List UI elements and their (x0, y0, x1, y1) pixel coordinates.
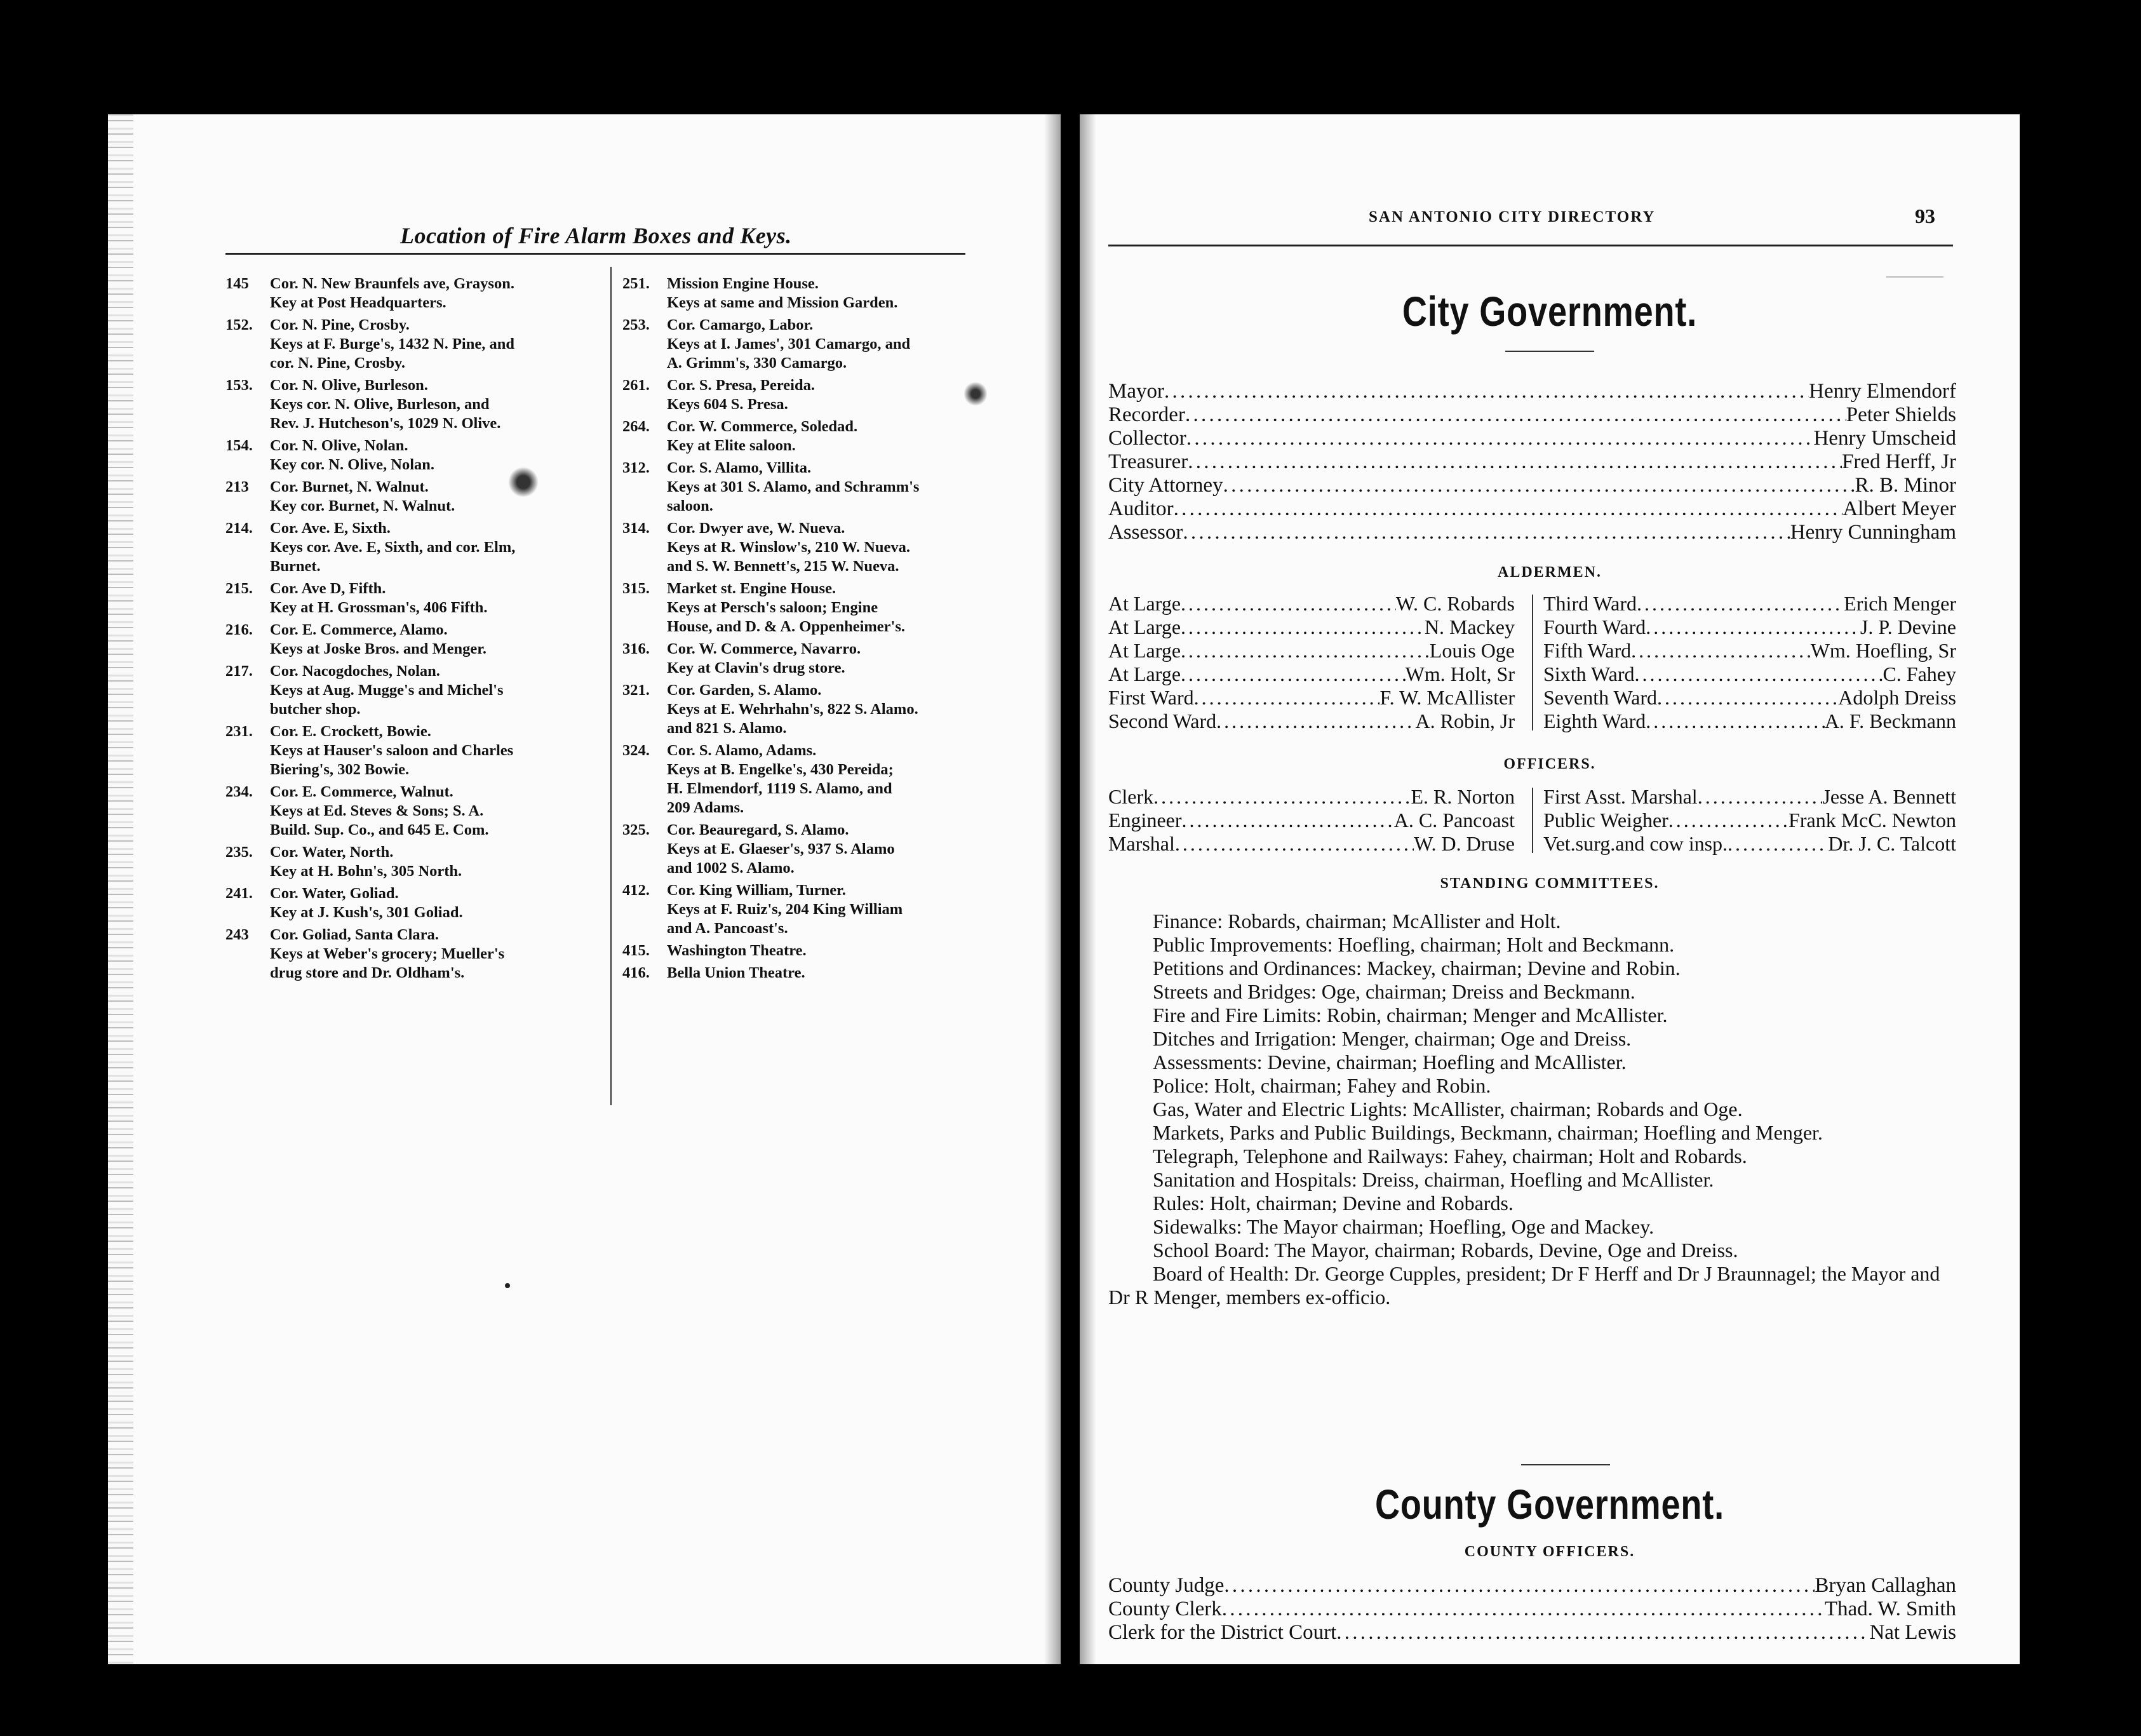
dot-leader (1186, 427, 1814, 450)
officer-name: Henry Umscheid (1813, 427, 1956, 450)
key-location: Key cor. N. Olive, Nolan. (270, 456, 435, 473)
officer-title: Eighth Ward (1543, 710, 1646, 732)
officer-name: N. Mackey (1424, 616, 1515, 638)
box-location: Cor. Burnet, N. Walnut. (270, 478, 429, 495)
committee-entry: Assessments: Devine, chairman; Hoefling and McAllister. (1153, 1051, 1627, 1073)
officer-name: Nat Lewis (1869, 1621, 1956, 1644)
officer-name: Dr. J. C. Talcott (1828, 832, 1956, 855)
officer-name: C. Fahey (1883, 663, 1956, 685)
committee-entry: Ditches and Irrigation: Menger, chairman; Oge and Dreiss. (1153, 1027, 1632, 1050)
box-location: Cor. N. Olive, Burleson. (270, 377, 428, 394)
dot-leader (1194, 686, 1380, 710)
officer-name: Fred Herff, Jr (1842, 450, 1956, 473)
officer-row (1108, 592, 1515, 616)
key-location: cor. N. Pine, Crosby. (270, 354, 406, 372)
key-location: Key at Clavin's drug store. (667, 659, 845, 676)
alarm-box-number: 264. (622, 418, 650, 435)
key-location: saloon. (667, 497, 713, 515)
alarm-box-number: 231. (225, 723, 253, 740)
alarm-box-number: 235. (225, 844, 253, 861)
right-page (1080, 114, 2020, 1664)
officers-left-column (1108, 785, 1515, 856)
key-location: Rev. J. Hutcheson's, 1029 N. Olive. (270, 415, 501, 432)
officer-title: Marshal (1108, 832, 1175, 855)
alarm-box-number: 316. (622, 640, 650, 657)
officer-title: Clerk (1108, 785, 1154, 808)
committee-entry: Rules: Holt, chairman; Devine and Robards. (1153, 1192, 1513, 1215)
officer-name: J. P. Devine (1860, 616, 1956, 638)
alarm-box-entry (622, 579, 997, 636)
alarm-box-number: 325. (622, 821, 650, 838)
key-location: Keys at F. Burge's, 1432 N. Pine, and (270, 335, 514, 353)
officer-title: Assessor (1108, 521, 1183, 544)
alarm-box-number: 312. (622, 459, 650, 476)
officer-row (1108, 450, 1956, 474)
officer-row (1108, 639, 1515, 663)
alarm-box-entry (225, 621, 587, 659)
dot-leader (1223, 474, 1855, 497)
officer-title: Recorder (1108, 403, 1185, 426)
alarm-box-entry (225, 884, 587, 922)
alarm-box-entry (225, 316, 587, 373)
alarm-box-number: 315. (622, 580, 650, 597)
box-location: Cor. Water, North. (270, 844, 394, 861)
officer-name: A. F. Beckmann (1824, 710, 1956, 732)
box-location: Cor. E. Commerce, Walnut. (270, 783, 453, 800)
officer-title: Sixth Ward (1543, 663, 1635, 685)
officer-name: A. C. Pancoast (1393, 809, 1515, 831)
officers-table (1108, 785, 1956, 856)
key-location: Keys at R. Winslow's, 210 W. Nueva. (667, 539, 910, 556)
officer-row (1108, 1621, 1956, 1645)
key-location: Key at H. Bohn's, 305 North. (270, 863, 462, 880)
city-government-title: City Government. (1402, 288, 1698, 335)
alarm-box-number: 217. (225, 663, 253, 680)
alarm-box-number: 214. (225, 520, 253, 537)
alarm-box-number: 261. (622, 377, 650, 394)
dot-leader (1646, 710, 1825, 733)
box-location: Cor. Dwyer ave, W. Nueva. (667, 520, 845, 537)
committee-entry: School Board: The Mayor, chairman; Robards, Devine, Oge and Dreiss. (1153, 1239, 1738, 1262)
officer-title: Vet.surg.and cow insp. (1543, 832, 1728, 855)
officer-name: Wm. Holt, Sr (1405, 663, 1515, 685)
dot-leader (1224, 1574, 1815, 1598)
dot-leader (1698, 785, 1823, 809)
officers-right-column (1543, 785, 1956, 856)
box-location: Cor. N. Pine, Crosby. (270, 316, 410, 333)
page-number: 93 (1915, 205, 1935, 227)
key-location: Keys 604 S. Presa. (667, 396, 788, 413)
key-location: Key cor. Burnet, N. Walnut. (270, 497, 455, 515)
officer-title: At Large (1108, 616, 1181, 638)
officer-title: Second Ward (1108, 710, 1217, 732)
key-location: Keys at Ed. Steves & Sons; S. A. (270, 802, 484, 819)
officer-title: Public Weigher (1543, 809, 1668, 831)
alarm-box-number: 415. (622, 942, 650, 959)
officer-row (1543, 710, 1956, 733)
alarm-box-number: 321. (622, 682, 650, 699)
alarm-box-entry (622, 417, 997, 455)
officer-row (1543, 785, 1956, 809)
officer-name: Wm. Hoefling, Sr (1810, 639, 1956, 662)
officer-title: Fourth Ward (1543, 616, 1646, 638)
key-location: H. Elmendorf, 1119 S. Alamo, and (667, 780, 892, 797)
box-location: Cor. W. Commerce, Navarro. (667, 640, 861, 657)
box-location: Cor. King William, Turner. (667, 882, 846, 899)
running-head: Location of Fire Alarm Boxes and Keys. (400, 223, 792, 248)
box-location: Cor. S. Presa, Pereida. (667, 377, 815, 394)
alarm-box-entry (225, 925, 587, 983)
key-location: drug store and Dr. Oldham's. (270, 964, 465, 981)
dot-leader (1646, 616, 1860, 639)
officer-title: Fifth Ward (1543, 639, 1632, 662)
officer-row (1108, 663, 1515, 686)
dot-leader (1181, 663, 1406, 686)
officer-title: Engineer (1108, 809, 1182, 831)
dot-leader (1216, 710, 1415, 733)
officer-row (1108, 521, 1956, 544)
alarm-box-entry (622, 376, 997, 414)
key-location: and A. Pancoast's. (667, 920, 788, 937)
committee-entry: Petitions and Ordinances: Mackey, chairman; Devine and Robin. (1153, 957, 1681, 979)
key-location: Keys at Weber's grocery; Mueller's (270, 945, 505, 962)
officer-row (1108, 380, 1956, 403)
officer-row (1543, 686, 1956, 710)
box-location: Mission Engine House. (667, 275, 819, 292)
committee-entry: Fire and Fire Limits: Robin, chairman; Menger and McAllister. (1153, 1004, 1668, 1026)
alarm-box-number: 324. (622, 742, 650, 759)
key-location: Keys cor. Ave. E, Sixth, and cor. Elm, (270, 539, 516, 556)
alarm-box-entry (622, 881, 997, 938)
officer-row (1108, 686, 1515, 710)
alarm-box-number: 416. (622, 964, 650, 981)
officer-name: Adolph Dreiss (1838, 686, 1956, 709)
box-location: Cor. S. Alamo, Adams. (667, 742, 817, 759)
committee-entry: Sanitation and Hospitals: Dreiss, chairman, Hoefling and McAllister. (1153, 1168, 1714, 1191)
aldermen-left-column (1108, 592, 1515, 733)
box-location: Bella Union Theatre. (667, 964, 805, 981)
committee-entry: Markets, Parks and Public Buildings, Beckmann, chairman; Hoefling and Menger. (1153, 1121, 1823, 1144)
alarm-box-entry (622, 274, 997, 313)
aldermen-table (1108, 592, 1956, 733)
alarm-box-number: 154. (225, 437, 253, 454)
box-location: Cor. Beauregard, S. Alamo. (667, 821, 849, 838)
section-rule (1521, 1464, 1610, 1465)
officer-row (1108, 403, 1956, 427)
key-location: Keys at same and Mission Garden. (667, 294, 898, 311)
box-location: Cor. S. Alamo, Villita. (667, 459, 812, 476)
officer-row (1543, 639, 1956, 663)
aldermen-heading: ALDERMEN. (1497, 564, 1602, 581)
aldermen-right-column (1543, 592, 1956, 733)
key-location: and 821 S. Alamo. (667, 720, 787, 737)
officer-row (1108, 832, 1515, 856)
officer-row (1108, 616, 1515, 639)
officer-name: Henry Cunningham (1790, 521, 1956, 544)
officer-title: Third Ward (1543, 592, 1637, 615)
alarm-box-entry (225, 722, 587, 779)
alarm-box-number: 216. (225, 621, 253, 638)
box-location: Cor. Ave. E, Sixth. (270, 520, 391, 537)
officer-title: Mayor (1108, 380, 1164, 403)
committee-entry: Streets and Bridges: Oge, chairman; Dreiss and Beckmann. (1153, 980, 1635, 1003)
key-location: Keys at Hauser's saloon and Charles (270, 742, 514, 759)
key-location: Keys at I. James', 301 Camargo, and (667, 335, 911, 353)
dot-leader (1668, 809, 1789, 832)
officer-name: F. W. McAllister (1379, 686, 1515, 709)
alarm-box-number: 152. (225, 316, 253, 333)
officer-name: Frank McC. Newton (1789, 809, 1956, 831)
officer-row (1108, 1574, 1956, 1598)
key-location: Keys at Joske Bros. and Menger. (270, 640, 487, 657)
key-location: Keys at F. Ruiz's, 204 King William (667, 901, 903, 918)
officer-title: County Clerk (1108, 1598, 1222, 1620)
key-location: Keys at B. Engelke's, 430 Pereida; (667, 761, 894, 778)
scan-edge (108, 114, 133, 1664)
alarm-box-number: 153. (225, 377, 253, 394)
box-location: Cor. N. New Braunfels ave, Grayson. (270, 275, 514, 292)
box-location: Cor. Garden, S. Alamo. (667, 682, 822, 699)
committee-entry: Telegraph, Telephone and Railways: Fahey, chairman; Holt and Robards. (1153, 1145, 1747, 1167)
committee-entry: Public Improvements: Hoefling, chairman; Holt and Beckmann. (1153, 933, 1675, 956)
officer-name: Louis Oge (1429, 639, 1515, 662)
alarm-box-number: 145 (225, 275, 249, 292)
alarm-box-entry (225, 662, 587, 719)
key-location: Key at Elite saloon. (667, 437, 796, 454)
committee-entry: Gas, Water and Electric Lights: McAllister, chairman; Robards and Oge. (1153, 1098, 1743, 1120)
officer-title: Treasurer (1108, 450, 1188, 473)
key-location: butcher shop. (270, 701, 361, 718)
ink-speck (505, 1283, 510, 1288)
alarm-box-entry (622, 519, 997, 576)
key-location: Burnet. (270, 558, 321, 575)
column-divider (610, 267, 612, 1105)
key-location: and S. W. Bennett's, 215 W. Nueva. (667, 558, 899, 575)
officer-title: First Ward (1108, 686, 1194, 709)
officer-row (1543, 616, 1956, 639)
officer-name: Erich Menger (1844, 592, 1956, 615)
dot-leader (1174, 497, 1843, 521)
key-location: Key at H. Grossman's, 406 Fifth. (270, 599, 488, 616)
dot-leader (1181, 639, 1430, 663)
box-location: Cor. Water, Goliad. (270, 885, 399, 902)
alarm-box-entry (622, 741, 997, 818)
key-location: Keys at Persch's saloon; Engine (667, 599, 878, 616)
key-location: and 1002 S. Alamo. (667, 859, 795, 877)
alarm-box-number: 314. (622, 520, 650, 537)
box-location: Cor. Nacogdoches, Nolan. (270, 663, 440, 680)
box-location: Cor. N. Olive, Nolan. (270, 437, 408, 454)
committee-entry: Sidewalks: The Mayor chairman; Hoefling, Oge and Mackey. (1153, 1215, 1654, 1238)
key-location: A. Grimm's, 330 Camargo. (667, 354, 847, 372)
committee-entry: Finance: Robards, chairman; McAllister and Holt. (1153, 910, 1561, 932)
alarm-box-entry (225, 436, 587, 474)
officer-row (1543, 592, 1956, 616)
officer-row (1108, 1598, 1956, 1621)
county-government-title: County Government. (1375, 1481, 1724, 1528)
column-divider (1532, 788, 1533, 853)
key-location: House, and D. & A. Oppenheimer's. (667, 618, 906, 635)
alarm-box-number: 251. (622, 275, 650, 292)
officer-name: W. D. Druse (1414, 832, 1515, 855)
key-location: Biering's, 302 Bowie. (270, 761, 410, 778)
alarm-box-number: 253. (622, 316, 650, 333)
box-location: Cor. Goliad, Santa Clara. (270, 926, 439, 943)
box-location: Cor. Ave D, Fifth. (270, 580, 386, 597)
key-location: Keys at E. Wehrhahn's, 822 S. Alamo. (667, 701, 918, 718)
column-divider (1532, 595, 1533, 730)
key-location: Build. Sup. Co., and 645 E. Com. (270, 821, 489, 838)
alarm-box-entry (225, 783, 587, 840)
officer-name: Jesse A. Bennett (1822, 785, 1956, 808)
officer-name: A. Robin, Jr (1415, 710, 1515, 732)
alarm-box-entry (225, 519, 587, 576)
dot-leader (1181, 592, 1396, 616)
alarm-box-entry (622, 640, 997, 678)
officer-row (1543, 809, 1956, 832)
alarm-box-entry (622, 964, 997, 983)
dot-leader (1635, 663, 1883, 686)
dot-leader (1182, 809, 1394, 832)
header-rule (225, 253, 965, 255)
fire-alarm-column-2 (622, 274, 997, 986)
dot-leader (1631, 639, 1811, 663)
alarm-box-number: 213 (225, 478, 249, 495)
alarm-box-number: 241. (225, 885, 253, 902)
officer-name: Henry Elmendorf (1809, 380, 1956, 403)
officer-row (1108, 710, 1515, 733)
dot-leader (1164, 380, 1809, 403)
dot-leader (1728, 832, 1828, 856)
committee-entry: Police: Holt, chairman; Fahey and Robin. (1153, 1074, 1491, 1097)
key-location: Key at J. Kush's, 301 Goliad. (270, 904, 463, 921)
officer-title: At Large (1108, 663, 1181, 685)
dot-leader (1336, 1621, 1869, 1645)
alarm-box-entry (622, 681, 997, 738)
officer-name: R. B. Minor (1855, 474, 1956, 497)
officer-row (1108, 785, 1515, 809)
key-location: Keys cor. N. Olive, Burleson, and (270, 396, 490, 413)
header-rule (1108, 245, 1953, 246)
alarm-box-entry (225, 843, 587, 881)
officer-title: At Large (1108, 592, 1181, 615)
officer-title: At Large (1108, 639, 1181, 662)
key-location: Keys at 301 S. Alamo, and Schramm's (667, 478, 920, 495)
box-location: Cor. Camargo, Labor. (667, 316, 814, 333)
alarm-box-entry (225, 579, 587, 617)
dot-leader (1657, 686, 1838, 710)
alarm-box-entry (225, 274, 587, 313)
officer-title: Clerk for the District Court (1108, 1621, 1337, 1644)
officer-name: Peter Shields (1846, 403, 1956, 426)
officer-name: Thad. W. Smith (1824, 1598, 1956, 1620)
dot-leader (1183, 521, 1790, 544)
committee-entry: Board of Health: Dr. George Cupples, president; Dr F Herff and Dr J Braunnagel; the Mayor and Dr R Menger, members ex-officio. (1108, 1262, 1940, 1309)
box-location: Cor. E. Crockett, Bowie. (270, 723, 431, 740)
officer-title: Auditor (1108, 497, 1174, 520)
ink-blot (964, 381, 987, 407)
officer-name: W. C. Robards (1395, 592, 1515, 615)
box-location: Cor. E. Commerce, Alamo. (270, 621, 448, 638)
gutter-shadow (1044, 114, 1061, 1664)
officer-name: Bryan Callaghan (1815, 1574, 1956, 1597)
standing-committees-heading: STANDING COMMITTEES. (1440, 875, 1660, 892)
officer-title: County Judge (1108, 1574, 1225, 1597)
left-page (108, 114, 1061, 1664)
dot-leader (1637, 592, 1844, 616)
alarm-box-number: 412. (622, 882, 650, 899)
officer-title: City Attorney (1108, 474, 1223, 497)
key-location: 209 Adams. (667, 799, 744, 816)
officer-row (1543, 663, 1956, 686)
officer-title: Collector (1108, 427, 1186, 450)
officer-row (1108, 474, 1956, 497)
ink-blot (508, 467, 539, 497)
alarm-box-entry (622, 316, 997, 373)
officer-title: Seventh Ward (1543, 686, 1658, 709)
dot-leader (1153, 785, 1411, 809)
officers-heading: OFFICERS. (1503, 756, 1596, 772)
officer-row (1108, 427, 1956, 450)
alarm-box-entry (622, 941, 997, 960)
officer-name: Albert Meyer (1842, 497, 1956, 520)
box-location: Market st. Engine House. (667, 580, 836, 597)
dot-leader (1222, 1598, 1825, 1621)
running-head: SAN ANTONIO CITY DIRECTORY (1369, 208, 1656, 225)
fire-alarm-column-1 (225, 274, 587, 986)
officer-title: First Asst. Marshal (1543, 785, 1698, 808)
officer-row (1543, 832, 1956, 856)
dot-leader (1185, 403, 1846, 427)
dot-leader (1181, 616, 1425, 639)
standing-committees-list (1108, 910, 1956, 1309)
key-location: Keys at Aug. Mugge's and Michel's (270, 682, 504, 699)
alarm-box-entry (622, 821, 997, 878)
key-location: Keys at E. Glaeser's, 937 S. Alamo (667, 840, 895, 858)
alarm-box-entry (225, 376, 587, 433)
officer-row (1108, 497, 1956, 521)
alarm-box-number: 243 (225, 926, 249, 943)
dot-leader (1175, 832, 1414, 856)
title-rule (1505, 351, 1594, 352)
officer-row (1108, 809, 1515, 832)
officer-name: E. R. Norton (1411, 785, 1515, 808)
box-location: Cor. W. Commerce, Soledad. (667, 418, 858, 435)
key-location: Key at Post Headquarters. (270, 294, 446, 311)
alarm-box-number: 215. (225, 580, 253, 597)
page-mark (1886, 276, 1943, 278)
alarm-box-number: 234. (225, 783, 253, 800)
box-location: Washington Theatre. (667, 942, 807, 959)
county-officers-heading: COUNTY OFFICERS. (1464, 1544, 1635, 1560)
dot-leader (1188, 450, 1842, 474)
alarm-box-entry (622, 459, 997, 516)
